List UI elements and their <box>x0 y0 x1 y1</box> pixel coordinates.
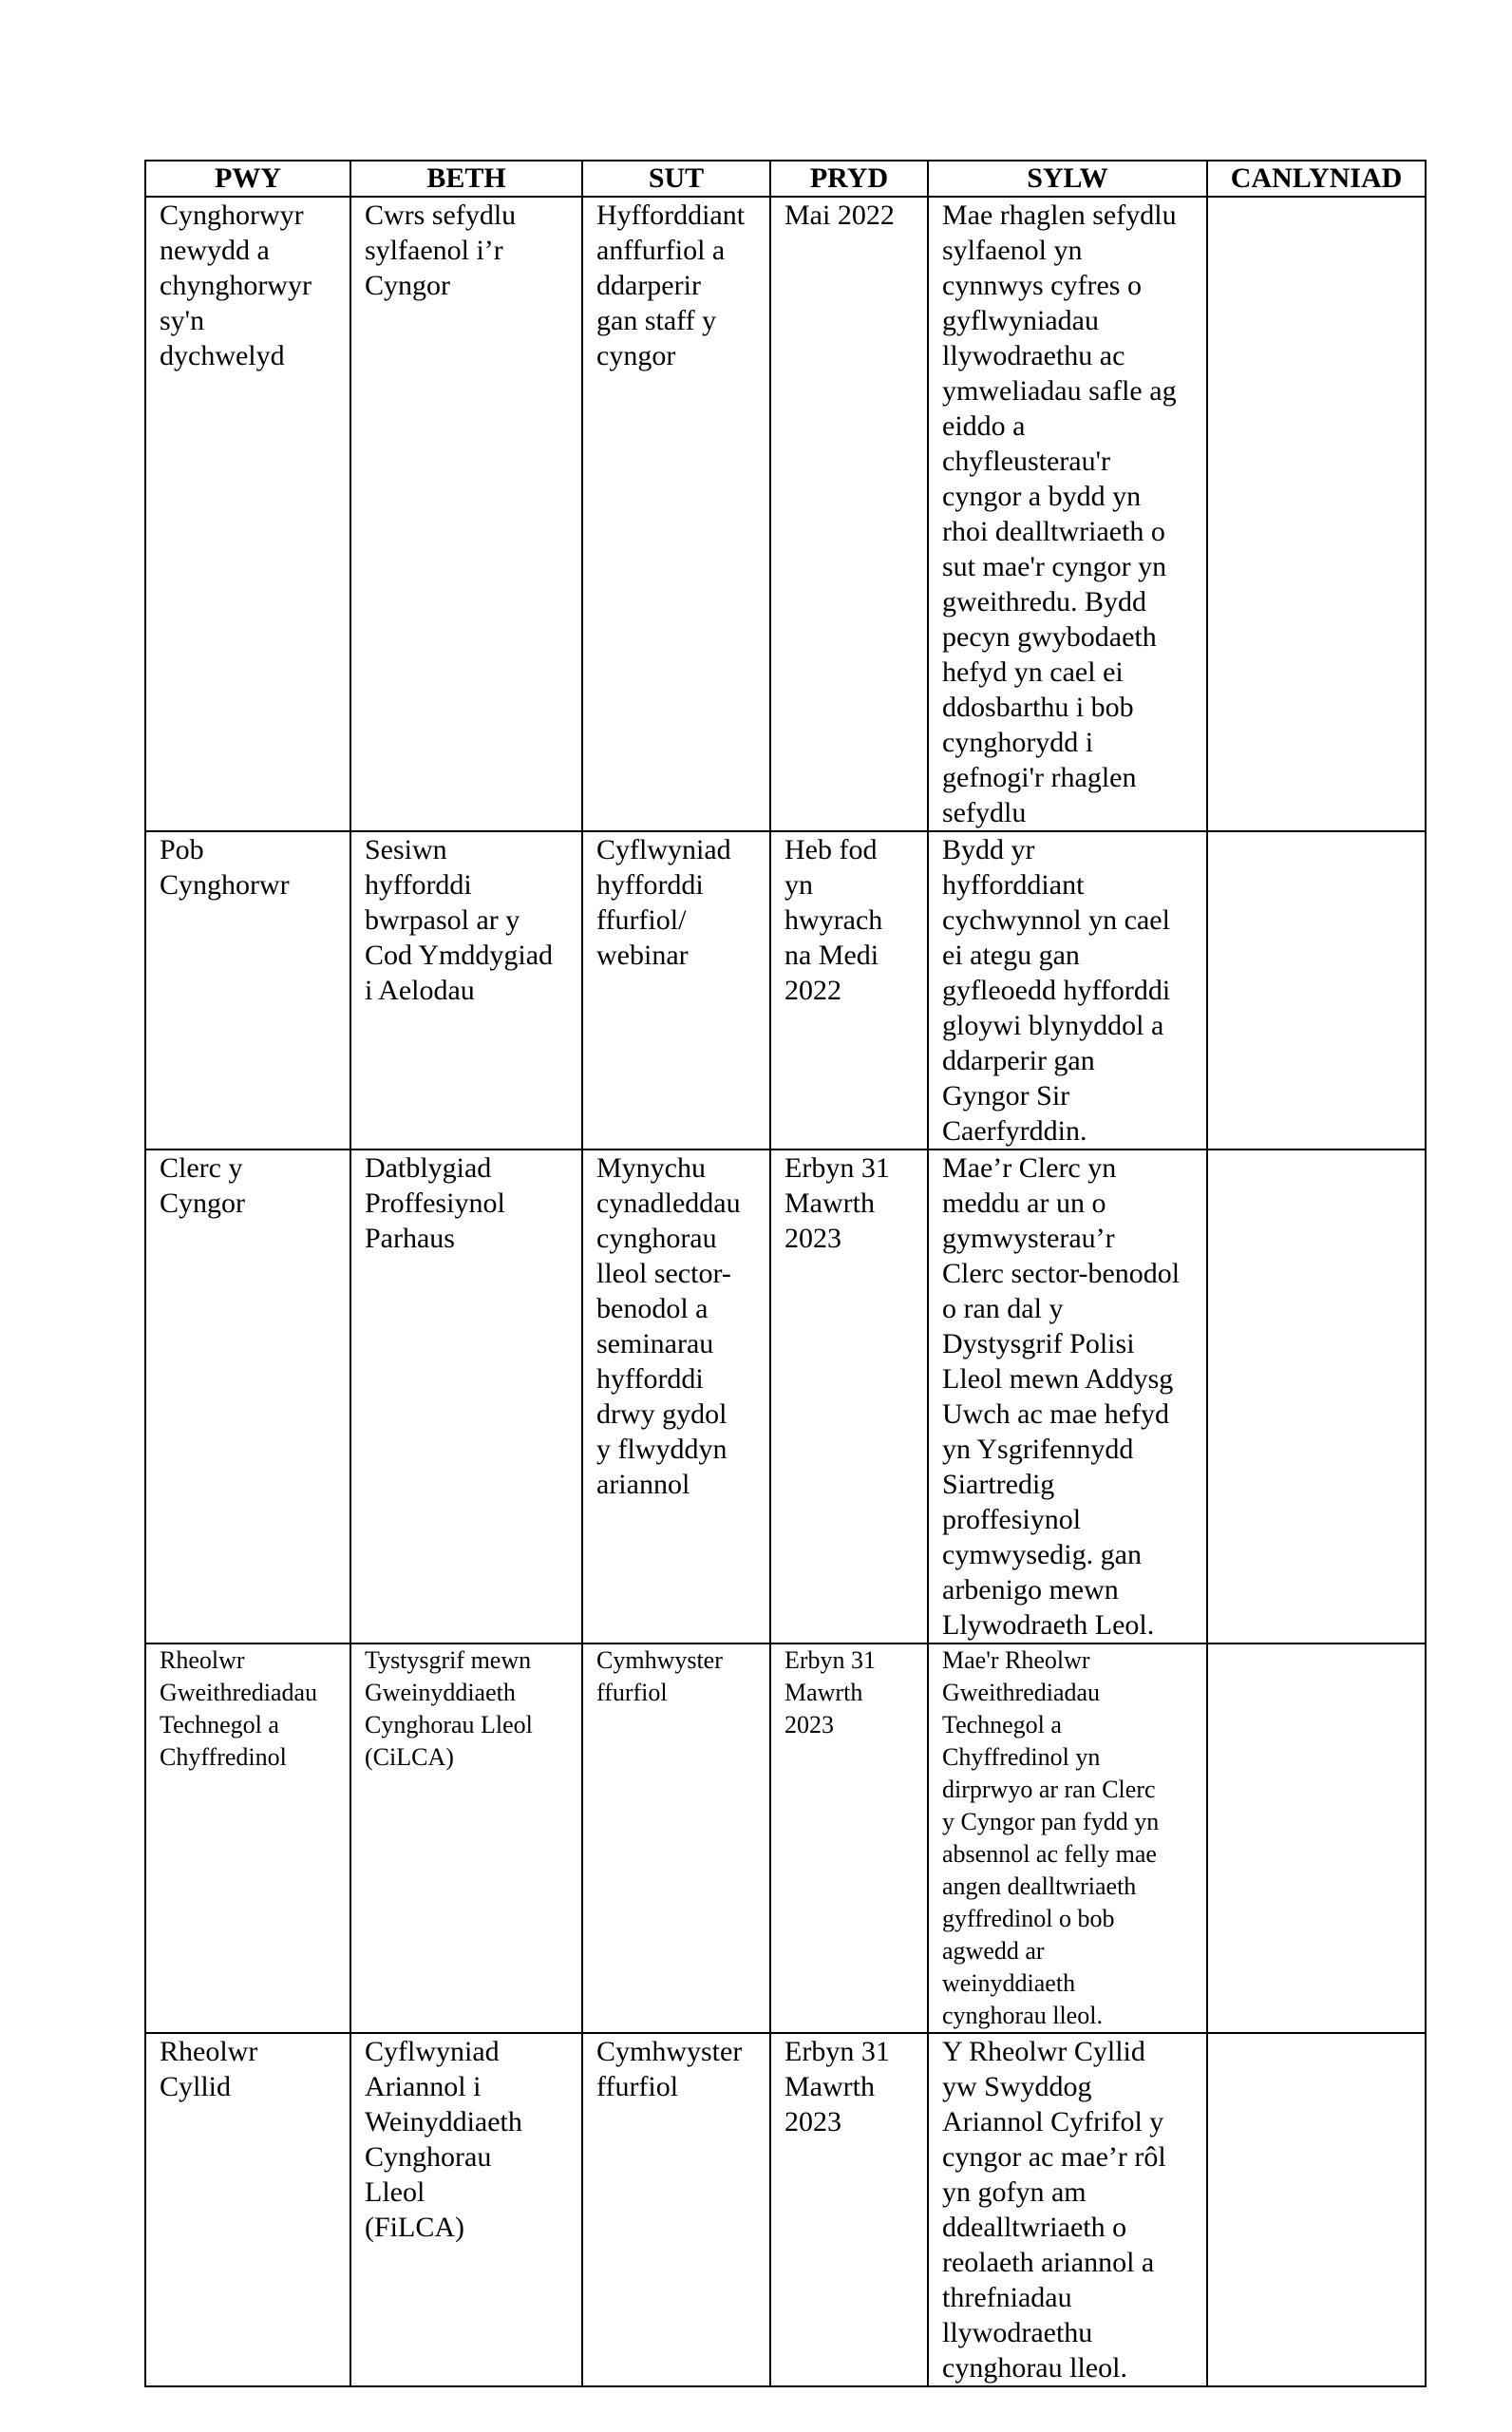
cell-pwy <box>145 1150 350 1644</box>
cell-text: Mai 2022 <box>784 200 895 231</box>
header-canlyniad: CANLYNIAD <box>1207 161 1426 197</box>
table-header-row <box>145 161 1426 197</box>
header-pryd: PRYD <box>770 161 928 197</box>
cell-sut <box>582 831 770 1150</box>
header-pwy: PWY <box>145 161 350 197</box>
cell-text: Erbyn 31 Mawrth 2023 <box>784 2036 890 2138</box>
cell-text: Mae'r Rheolwr Gweithrediadau Technegol a Chyffredinol yn dirprwyo ar ran Clerc y Cyngor pan fydd yn absennol ac felly mae angen dealltwriaeth gyffredinol o bob agwedd ar weinyddiaeth cynghorau lleol. <box>942 1646 1160 2029</box>
cell-sylw <box>928 831 1207 1150</box>
cell-pwy <box>145 197 350 831</box>
cell-text: Mynychu cynadleddau cynghorau lleol sector- benodol a seminarau hyfforddi drwy gydol y flwyddyn ariannol <box>596 1152 741 1500</box>
cell-text: Rheolwr Gweithrediadau Technegol a Chyffredinol <box>160 1646 318 1771</box>
cell-text: Cyflwyniad Ariannol i Weinyddiaeth Cynghorau Lleol (FiLCA) <box>365 2036 522 2243</box>
cell-beth <box>350 1150 582 1644</box>
cell-sut <box>582 1150 770 1644</box>
cell-beth <box>350 831 582 1150</box>
table-row <box>145 831 1426 1150</box>
cell-text: Y Rheolwr Cyllid yw Swyddog Ariannol Cyfrifol y cyngor ac mae’r rôl yn gofyn am ddealltwriaeth o reolaeth ariannol a threfniadau llywodraethu cynghorau lleol. <box>942 2036 1166 2384</box>
cell-text: Cwrs sefydlu sylfaenol i’r Cyngor <box>365 200 517 301</box>
cell-pwy <box>145 2033 350 2386</box>
table-row <box>145 1150 1426 1644</box>
cell-canlyniad <box>1207 1150 1426 1644</box>
cell-pryd <box>770 1644 928 2033</box>
cell-beth <box>350 1644 582 2033</box>
table-row <box>145 197 1426 831</box>
cell-sut <box>582 1644 770 2033</box>
cell-sylw <box>928 197 1207 831</box>
cell-canlyniad <box>1207 2033 1426 2386</box>
cell-text: Cymhwyster ffurfiol <box>596 2036 743 2102</box>
cell-text: Clerc y Cyngor <box>160 1152 245 1219</box>
cell-beth <box>350 2033 582 2386</box>
cell-text: Cynghorwyr newydd a chynghorwyr sy'n dychwelyd <box>160 200 312 371</box>
cell-canlyniad <box>1207 831 1426 1150</box>
table-row <box>145 1644 1426 2033</box>
cell-text: Pob Cynghorwr <box>160 834 290 901</box>
cell-text: Datblygiad Proffesiynol Parhaus <box>365 1152 505 1254</box>
cell-sylw <box>928 2033 1207 2386</box>
cell-text: Erbyn 31 Mawrth 2023 <box>784 1646 877 1738</box>
cell-text: Mae’r Clerc yn meddu ar un o gymwysterau’r Clerc sector-benodol o ran dal y Dystysgrif Polisi Lleol mewn Addysg Uwch ac mae hefyd yn Ysgrifennydd Siartredig proffesiynol cymwysedig. gan arbenigo mewn Llywodraeth Leol. <box>942 1152 1181 1641</box>
cell-text: Erbyn 31 Mawrth 2023 <box>784 1152 890 1254</box>
cell-canlyniad <box>1207 1644 1426 2033</box>
table-row <box>145 2033 1426 2386</box>
cell-pwy <box>145 831 350 1150</box>
cell-sylw <box>928 1150 1207 1644</box>
cell-text: Sesiwn hyfforddi bwrpasol ar y Cod Ymddygiad i Aelodau <box>365 834 554 1006</box>
header-sut: SUT <box>582 161 770 197</box>
cell-text: Cymhwyster ffurfiol <box>596 1646 723 1706</box>
cell-text: Rheolwr Cyllid <box>160 2036 258 2102</box>
cell-beth <box>350 197 582 831</box>
cell-text: Tystysgrif mewn Gweinyddiaeth Cynghorau Lleol (CiLCA) <box>365 1646 533 1771</box>
cell-sylw <box>928 1644 1207 2033</box>
cell-pryd <box>770 2033 928 2386</box>
cell-text: Heb fod yn hwyrach na Medi 2022 <box>784 834 883 1006</box>
cell-text: Mae rhaglen sefydlu sylfaenol yn cynnwys cyfres o gyflwyniadau llywodraethu ac ymweliadau safle ag eiddo a chyfleusterau'r cyngor a bydd yn rhoi dealltwriaeth o sut mae'r cyngor yn gweithredu. Bydd pecyn gwybodaeth hefyd yn cael ei ddosbarthu i bob cynghorydd i gefnogi'r rhaglen sefydlu <box>942 200 1177 828</box>
header-beth: BETH <box>350 161 582 197</box>
cell-pryd <box>770 831 928 1150</box>
cell-pwy <box>145 1644 350 2033</box>
cell-pryd <box>770 1150 928 1644</box>
cell-canlyniad <box>1207 197 1426 831</box>
header-sylw: SYLW <box>928 161 1207 197</box>
training-plan-table <box>144 160 1427 2387</box>
cell-text: Bydd yr hyfforddiant cychwynnol yn cael ei ategu gan gyfleoedd hyfforddi gloywi blynyddol a ddarperir gan Gyngor Sir Caerfyrddin. <box>942 834 1171 1147</box>
cell-text: Hyfforddiant anffurfiol a ddarperir gan staff y cyngor <box>596 200 746 371</box>
cell-text: Cyflwyniad hyfforddi ffurfiol/ webinar <box>596 834 731 971</box>
cell-sut <box>582 197 770 831</box>
cell-sut <box>582 2033 770 2386</box>
cell-pryd <box>770 197 928 831</box>
